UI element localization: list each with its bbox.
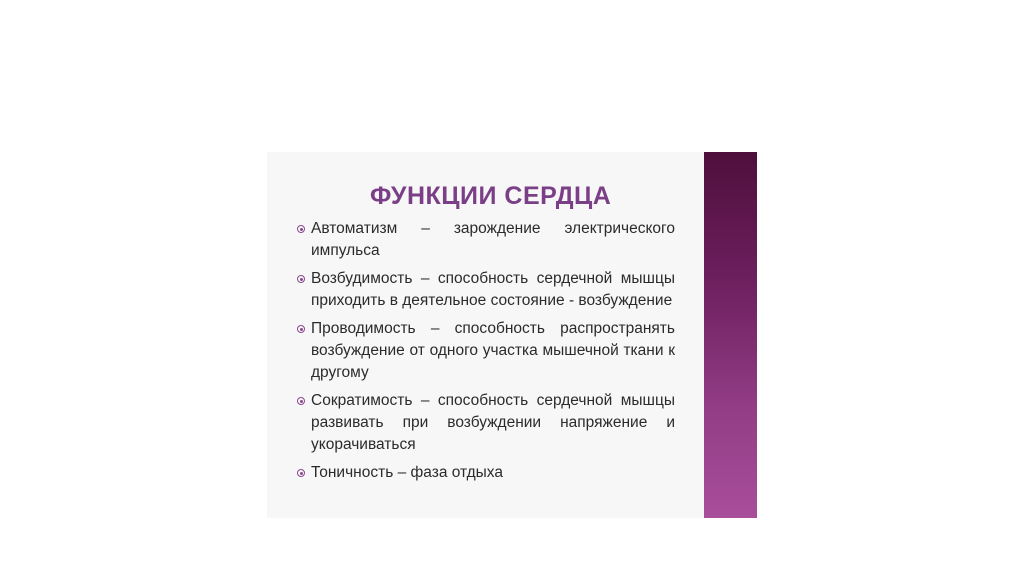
bullet-text: Сократимость – способность сердечной мышцы развивать при возбуждении напряжение и укорачиваться [311, 392, 675, 453]
bullet-item [297, 462, 675, 484]
circle-dot-bullet-icon [297, 325, 305, 333]
bullet-text: Возбудимость – способность сердечной мышцы приходить в деятельное состояние - возбуждение [311, 270, 675, 309]
slide [267, 152, 757, 518]
decorative-side-bar [704, 152, 757, 518]
circle-dot-bullet-icon [297, 225, 305, 233]
circle-dot-bullet-icon [297, 397, 305, 405]
circle-dot-bullet-icon [297, 275, 305, 283]
bullet-list [297, 218, 675, 490]
bullet-text: Проводимость – способность распространять возбуждение от одного участка мышечной ткани к другому [311, 320, 675, 381]
bullet-item [297, 268, 675, 312]
bullet-item [297, 390, 675, 456]
bullet-item [297, 318, 675, 384]
bullet-text: Тоничность – фаза отдыха [311, 464, 503, 481]
bullet-text: Автоматизм – зарождение электрического импульса [311, 220, 675, 259]
bullet-item [297, 218, 675, 262]
slide-title: ФУНКЦИИ СЕРДЦА [370, 182, 612, 210]
circle-dot-bullet-icon [297, 469, 305, 477]
